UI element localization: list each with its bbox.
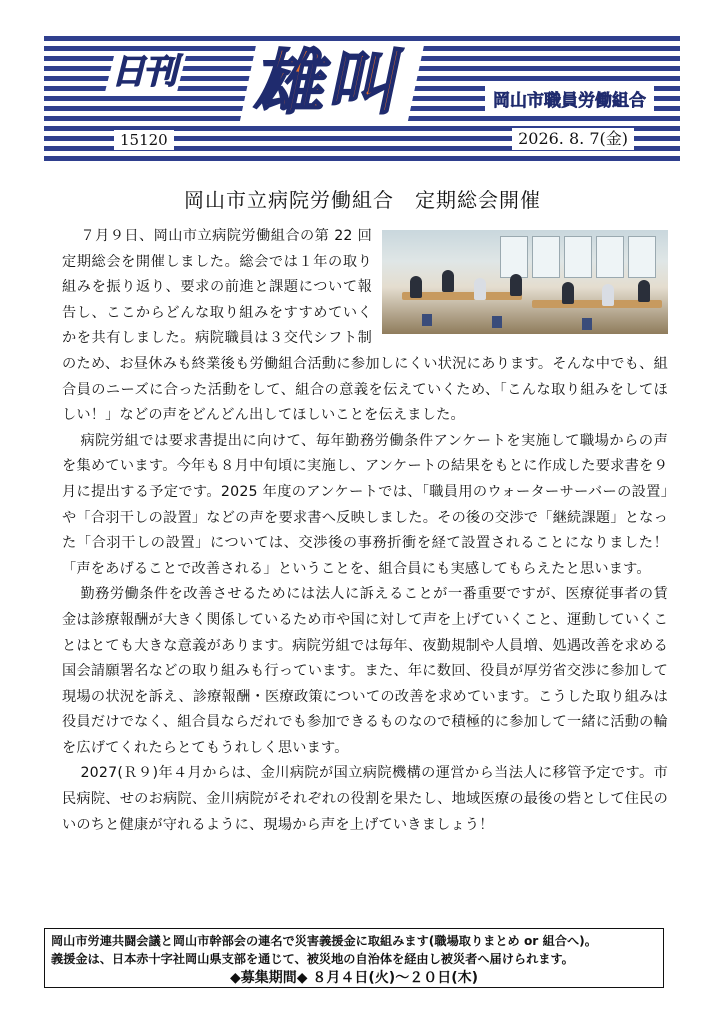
photo-person [474,278,486,300]
masthead-org-name: 岡山市職員労働組合 [485,84,654,113]
masthead-logo-small: 日刊 [105,52,187,92]
article-paragraph-3: 勤務労働条件を改善させるためには法人に訴えることが一番重要ですが、医療従事者の賃金は診療報酬が大きく関係しているため市や国に対して声を上げていくこと、運動していくことはとても大きな意義があります。病院労組では毎年、夜勤規制や人員増、処遇改善を求める国会請願署名などの取り組みも行っています。また、年に数回、役員が厚労省交渉に参加して現場の状況を訴え、診療報酬・医療政策についての改善を求めています。こうした取り組みは役員だけでなく、組合員ならだれでも参加できるものなので積極的に参加して一緒に活動の輪を広げてくれたらとてもうれしく思います。 [62,586,668,756]
photo-window [628,236,656,278]
photo-person [510,274,522,296]
article-paragraph-1 [62,224,668,429]
photo-person [442,270,454,292]
issue-date: 2026. 8. 7(金) [512,128,634,150]
photo-window [596,236,624,278]
photo-chair [422,314,432,326]
photo-person [410,276,422,298]
photo-person [638,280,650,302]
article-body [62,224,668,838]
article-paragraph-4: 2027(Ｒ９)年４月からは、金川病院が国立病院機構の運営から当法人に移管予定です。市民病院、せのお病院、金川病院がそれぞれの役割を果たし、地域医療の最後の砦として住民のいのちと健康が守れるように、現場から声を上げていきましょう！ [62,765,668,833]
notice-period: ◆募集期間◆ ８月４日(火)～２０日(木) [229,970,478,986]
photo-chair [492,316,502,328]
photo-person [562,282,574,304]
masthead [44,36,680,162]
donation-notice-box [44,928,664,988]
meeting-photo [382,230,668,334]
article-paragraph-1-text: ７月９日、岡山市立病院労働組合の第 22 回定期総会を開催しました。総会では１年の取り組みを振り返り、要求の前進と課題について報告し、ここからどんな取り組みをすすめていくかを共有しました。病院職員は３交代シフト制のため、お昼休みも終業後も労働組合活動に参加しにくい状況にあります。そんな中でも、組合員のニーズに合った活動をして、組合の意義を伝えていくため、「こんな取り組みをしてほしい！」などの声をどんどん出してほしいことを伝えました。 [62,228,668,424]
masthead-logo-main: 雄叫 [240,44,425,122]
article-paragraph-2: 病院労組では要求書提出に向けて、毎年勤務労働条件アンケートを実施して職場からの声を集めています。今年も８月中旬頃に実施し、アンケートの結果をもとに作成した要求書を９月に提出する予定です。2025 年度のアンケートでは、「職員用のウォーターサーバーの設置」や「合羽干しの設置」などの声を要求書へ反映しました。その後の交渉で「継続課題」となった「合羽干しの設置」については、交渉後の事務折衝を経て設置されることになりました！「声をあげることで改善される」ということを、組合員にも実感してもらえたと思います。 [62,432,668,577]
notice-line-1: 岡山市労連共闘会議と岡山市幹部会の連名で災害義援金に取組みます(職場取りまとめ or 組合へ)。 [51,934,597,948]
photo-window [564,236,592,278]
article-headline: 岡山市立病院労働組合 定期総会開催 [184,188,541,212]
photo-window [532,236,560,278]
photo-person [602,284,614,306]
issue-number: 15120 [114,130,174,150]
photo-window [500,236,528,278]
photo-chair [582,318,592,330]
notice-line-2: 義援金は、日本赤十字社岡山県支部を通じて、被災地の自治体を経由し被災者へ届けられます。 [51,952,574,966]
